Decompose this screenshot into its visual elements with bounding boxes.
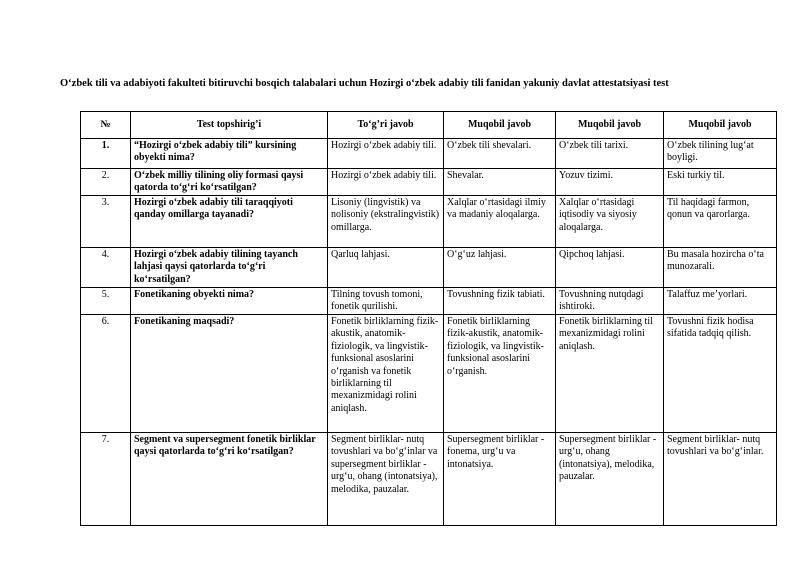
alternative-answer-cell: Eski turkiy til. (664, 169, 777, 196)
table-header-row (81, 112, 777, 139)
alternative-answer-cell: Supersegment birliklar - fonema, urg‘u va intonatsiya. (444, 433, 556, 526)
alternative-answer-cell: Tovushning nutqdagi ishtiroki. (556, 288, 664, 315)
page-title: O‘zbek tili va adabiyoti fakulteti bitiruvchi bosqich talabalari uchun Hozirgi o‘zbek adabiy tili fanidan yakuniy davlat attestatsiyasi test (60, 78, 669, 89)
row-number: 7. (81, 433, 131, 526)
table-row (81, 315, 777, 433)
question-cell: Fonetikaning maqsadi? (131, 315, 328, 433)
table-row (81, 288, 777, 315)
question-cell: Segment va supersegment fonetik birliklar qaysi qatorlarda to‘g‘ri ko‘rsatilgan? (131, 433, 328, 526)
correct-answer-cell: Lisoniy (lingvistik) va nolisoniy (ekstralingvistik) omillarga. (328, 196, 444, 248)
test-table (80, 111, 777, 526)
table-row (81, 433, 777, 526)
alternative-answer-cell: Bu masala hozircha o‘ta munozarali. (664, 248, 777, 288)
table-row (81, 196, 777, 248)
header-alternative-answer-1: Muqobil javob (444, 112, 556, 139)
correct-answer-cell: Qarluq lahjasi. (328, 248, 444, 288)
row-number: 1. (81, 139, 131, 169)
correct-answer-cell: Tilning tovush tomoni, fonetik qurilishi. (328, 288, 444, 315)
correct-answer-cell: Hozirgi o‘zbek adabiy tili. (328, 139, 444, 169)
alternative-answer-cell: Supersegment birliklar - urg‘u, ohang (intonatsiya), melodika, pauzalar. (556, 433, 664, 526)
row-number: 5. (81, 288, 131, 315)
table-row (81, 248, 777, 288)
alternative-answer-cell: Tovushni fizik hodisa sifatida tadqiq qilish. (664, 315, 777, 433)
question-cell: Hozirgi o‘zbek adabiy tilining tayanch lahjasi qaysi qatorlarda to‘g‘ri ko‘rsatilgan? (131, 248, 328, 288)
header-alternative-answer-3: Muqobil javob (664, 112, 777, 139)
question-cell: “Hozirgi o‘zbek adabiy tili” kursining obyekti nima? (131, 139, 328, 169)
row-number: 6. (81, 315, 131, 433)
row-number: 3. (81, 196, 131, 248)
row-number: 4. (81, 248, 131, 288)
alternative-answer-cell: Xalqlar o‘rtasidagi ilmiy va madaniy aloqalarga. (444, 196, 556, 248)
alternative-answer-cell: Fonetik birliklarning fizik-akustik, anatomik-fiziologik, va lingvistik-funksional asoslarini o‘rganish. (444, 315, 556, 433)
alternative-answer-cell: O‘zbek tili tarixi. (556, 139, 664, 169)
alternative-answer-cell: O‘zbek tili shevalari. (444, 139, 556, 169)
alternative-answer-cell: Xalqlar o‘rtasidagi iqtisodiy va siyosiy aloqalarga. (556, 196, 664, 248)
header-correct-answer: To‘g’ri javob (328, 112, 444, 139)
alternative-answer-cell: Til haqidagi farmon, qonun va qarorlarga. (664, 196, 777, 248)
header-alternative-answer-2: Muqobil javob (556, 112, 664, 139)
table-row (81, 169, 777, 196)
alternative-answer-cell: Yozuv tizimi. (556, 169, 664, 196)
header-question: Test topshirig’i (131, 112, 328, 139)
question-cell: O‘zbek milliy tilining oliy formasi qaysi qatorda to‘g‘ri ko‘rsatilgan? (131, 169, 328, 196)
alternative-answer-cell: Shevalar. (444, 169, 556, 196)
alternative-answer-cell: Segment birliklar- nutq tovushlari va bo‘g‘inlar. (664, 433, 777, 526)
alternative-answer-cell: O‘g‘uz lahjasi. (444, 248, 556, 288)
alternative-answer-cell: Fonetik birliklarning til mexanizmidagi rolini aniqlash. (556, 315, 664, 433)
question-cell: Fonetikaning obyekti nima? (131, 288, 328, 315)
header-number: № (81, 112, 131, 139)
correct-answer-cell: Fonetik birliklarning fizik-akustik, anatomik- fiziologik, va lingvistik-funksional asoslarini o‘rganish va fonetik birliklarning til mexanizmidagi rolini aniqlash. (328, 315, 444, 433)
alternative-answer-cell: O‘zbek tilining lug‘at boyligi. (664, 139, 777, 169)
correct-answer-cell: Segment birliklar- nutq tovushlari va bo‘g‘inlar va supersegment birliklar - urg‘u, ohang (intonatsiya), melodika, pauzalar. (328, 433, 444, 526)
alternative-answer-cell: Talaffuz me’yorlari. (664, 288, 777, 315)
correct-answer-cell: Hozirgi o‘zbek adabiy tili. (328, 169, 444, 196)
alternative-answer-cell: Tovushning fizik tabiati. (444, 288, 556, 315)
table-row (81, 139, 777, 169)
alternative-answer-cell: Qipchoq lahjasi. (556, 248, 664, 288)
question-cell: Hozirgi o‘zbek adabiy tili taraqqiyoti qanday omillarga tayanadi? (131, 196, 328, 248)
row-number: 2. (81, 169, 131, 196)
